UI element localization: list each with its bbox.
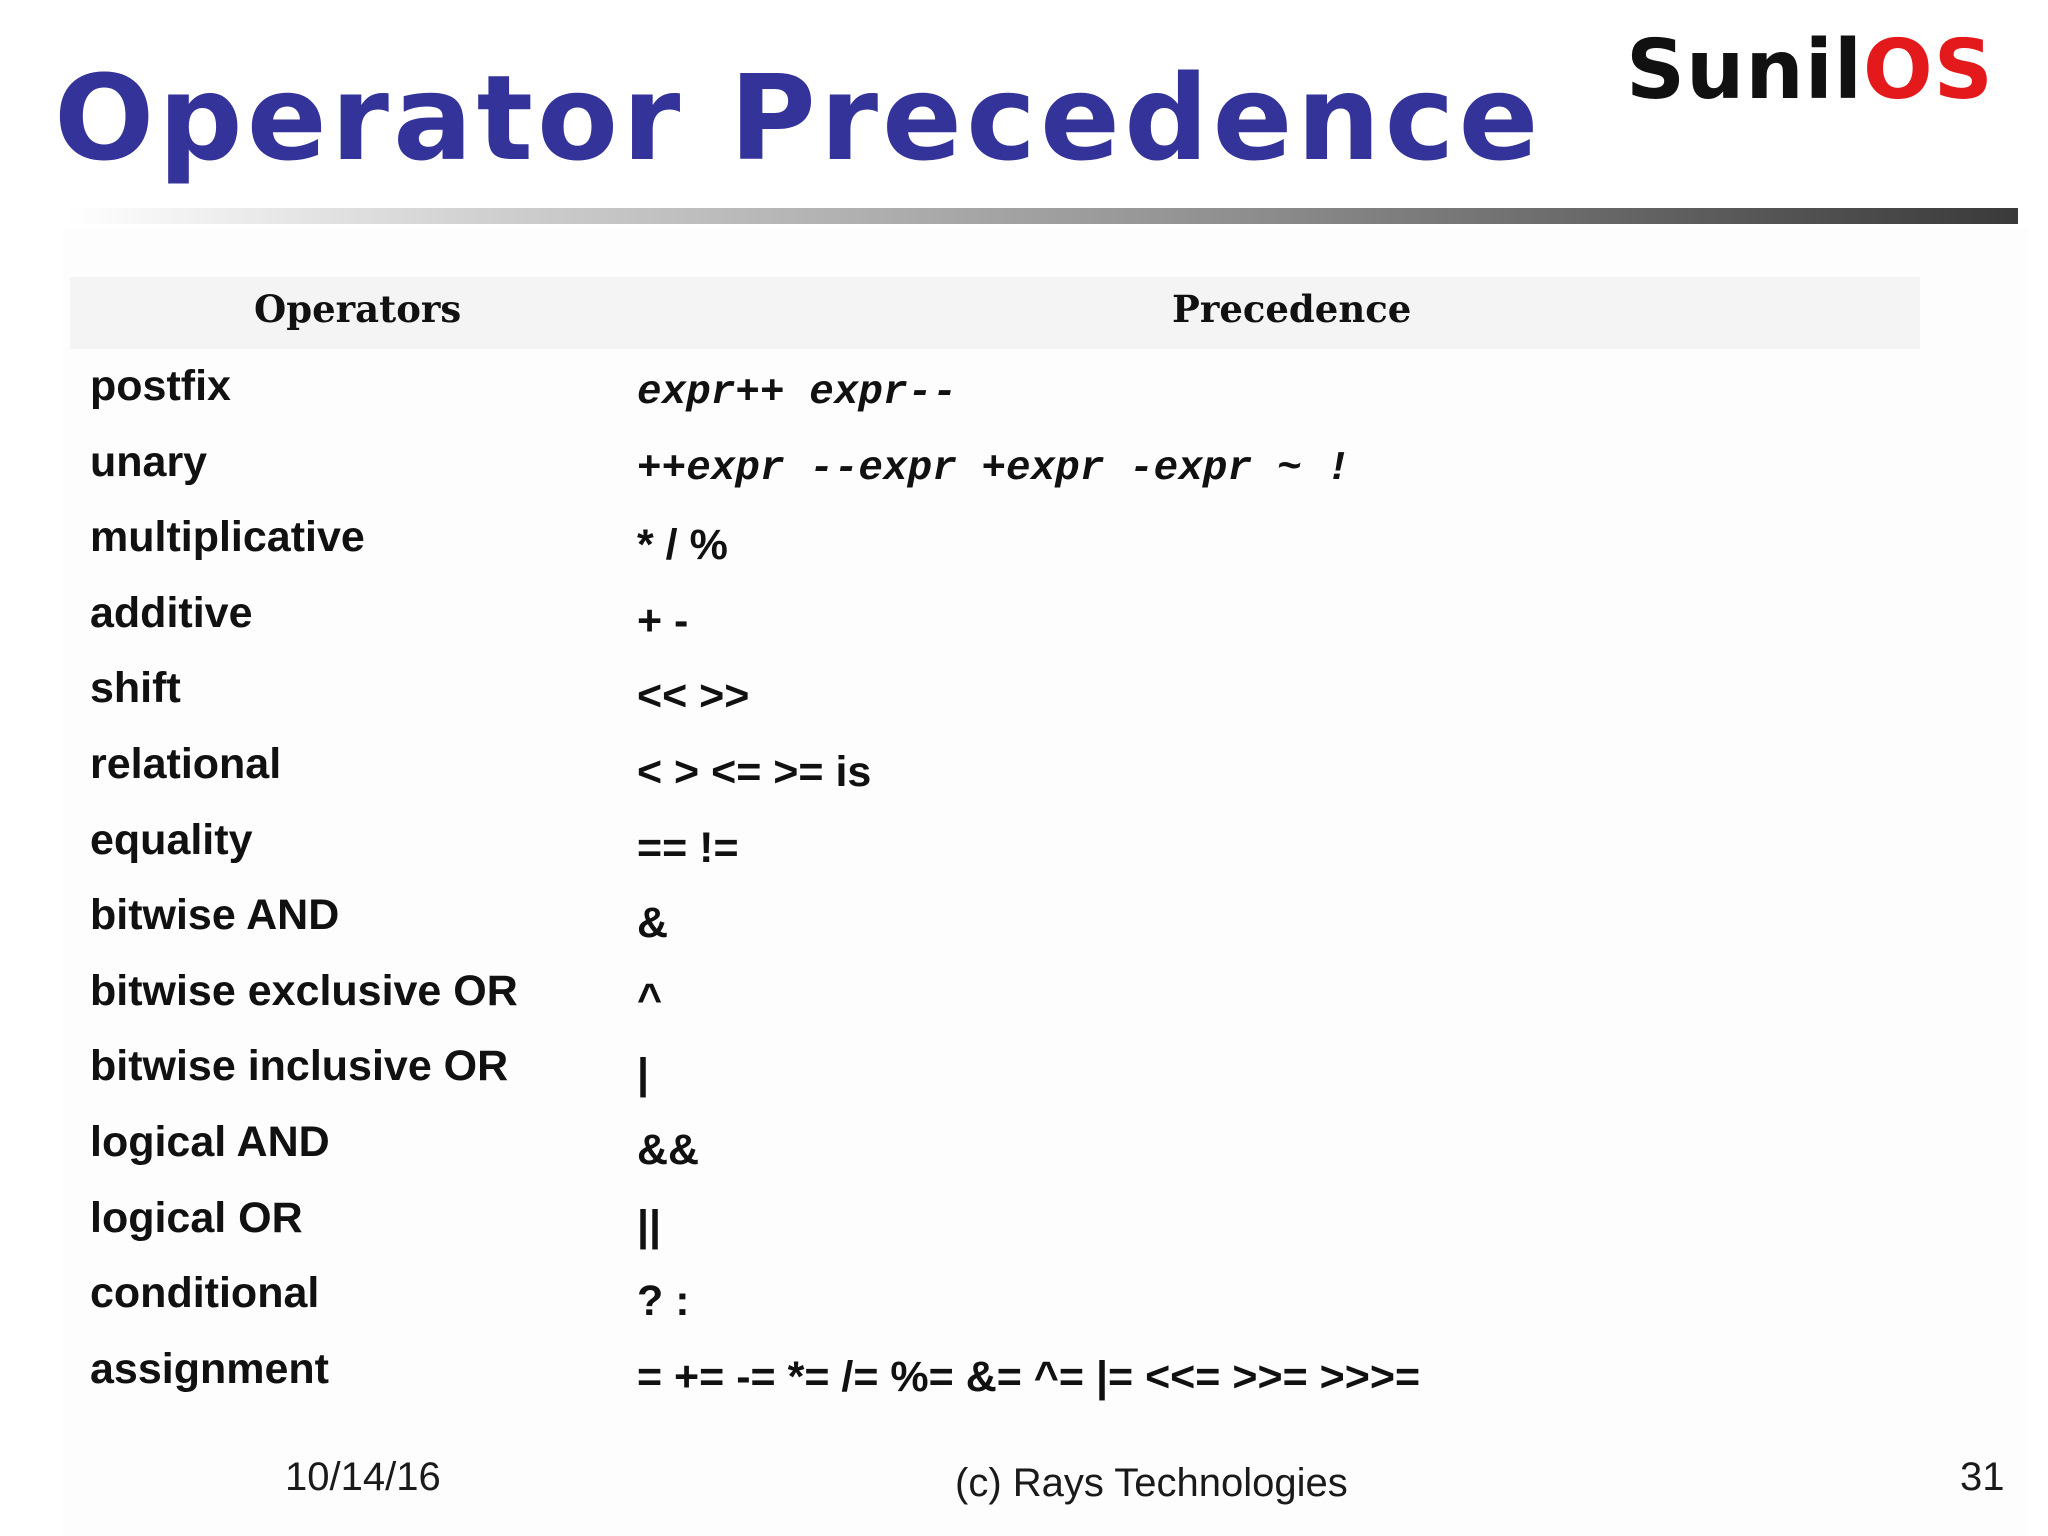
- precedence-table: [0, 355, 2048, 1413]
- column-header-precedence: Precedence: [1172, 287, 1412, 331]
- operator-name: relational: [90, 739, 282, 788]
- table-row: [0, 506, 2048, 582]
- operator-name: bitwise inclusive OR: [90, 1042, 509, 1091]
- table-row: [0, 884, 2048, 960]
- operator-symbols: < > <= >= is: [637, 747, 872, 796]
- operator-symbols: ? :: [637, 1277, 690, 1326]
- table-row: [0, 809, 2048, 885]
- table-row: [0, 733, 2048, 809]
- operator-name: bitwise exclusive OR: [90, 966, 518, 1015]
- operator-symbols: = += -= *= /= %= &= ^= |= <<= >>= >>>=: [637, 1352, 1421, 1401]
- operator-symbols: expr++ expr--: [637, 370, 957, 416]
- logo-text-sunil: Sunil: [1626, 23, 1864, 118]
- logo-text-os: OS: [1863, 23, 1994, 118]
- operator-name: equality: [90, 815, 253, 864]
- operator-name: conditional: [90, 1269, 320, 1318]
- slide-title: Operator Precedence: [54, 49, 1543, 187]
- operator-symbols: &&: [637, 1125, 700, 1174]
- column-header-operators: Operators: [254, 287, 462, 331]
- operator-name: additive: [90, 588, 253, 637]
- table-row: [0, 1338, 2048, 1414]
- operator-symbols: + -: [637, 596, 689, 645]
- operator-name: logical AND: [90, 1117, 330, 1166]
- table-row: [0, 1111, 2048, 1187]
- table-row: [0, 431, 2048, 507]
- footer-copyright: (c) Rays Technologies: [955, 1461, 1348, 1505]
- table-row: [0, 355, 2048, 431]
- operator-symbols: == !=: [637, 823, 739, 872]
- footer-date: 10/14/16: [285, 1455, 441, 1499]
- operator-symbols: |: [637, 1050, 650, 1099]
- title-underline-rule: [66, 208, 2018, 224]
- table-row: [0, 582, 2048, 658]
- footer-page-number: 31: [1960, 1455, 2005, 1499]
- table-row: [0, 960, 2048, 1036]
- operator-name: postfix: [90, 362, 231, 410]
- operator-name: assignment: [90, 1344, 329, 1393]
- operator-name: multiplicative: [90, 513, 365, 562]
- operator-name: logical OR: [90, 1193, 303, 1242]
- table-row: [0, 1262, 2048, 1338]
- table-row: [0, 1035, 2048, 1111]
- operator-symbols: ||: [637, 1201, 662, 1250]
- operator-name: bitwise AND: [90, 891, 340, 940]
- operator-name: shift: [90, 664, 181, 713]
- operator-name: unary: [90, 437, 208, 486]
- table-row: [0, 657, 2048, 733]
- sunilos-logo: [1626, 22, 1994, 120]
- operator-symbols: << >>: [637, 672, 750, 721]
- operator-symbols: &: [637, 899, 669, 948]
- table-row: [0, 1187, 2048, 1263]
- operator-symbols: ++expr --expr +expr -expr ~ !: [637, 445, 1351, 492]
- operator-symbols: ^: [637, 974, 663, 1023]
- operator-symbols: * / %: [637, 521, 728, 570]
